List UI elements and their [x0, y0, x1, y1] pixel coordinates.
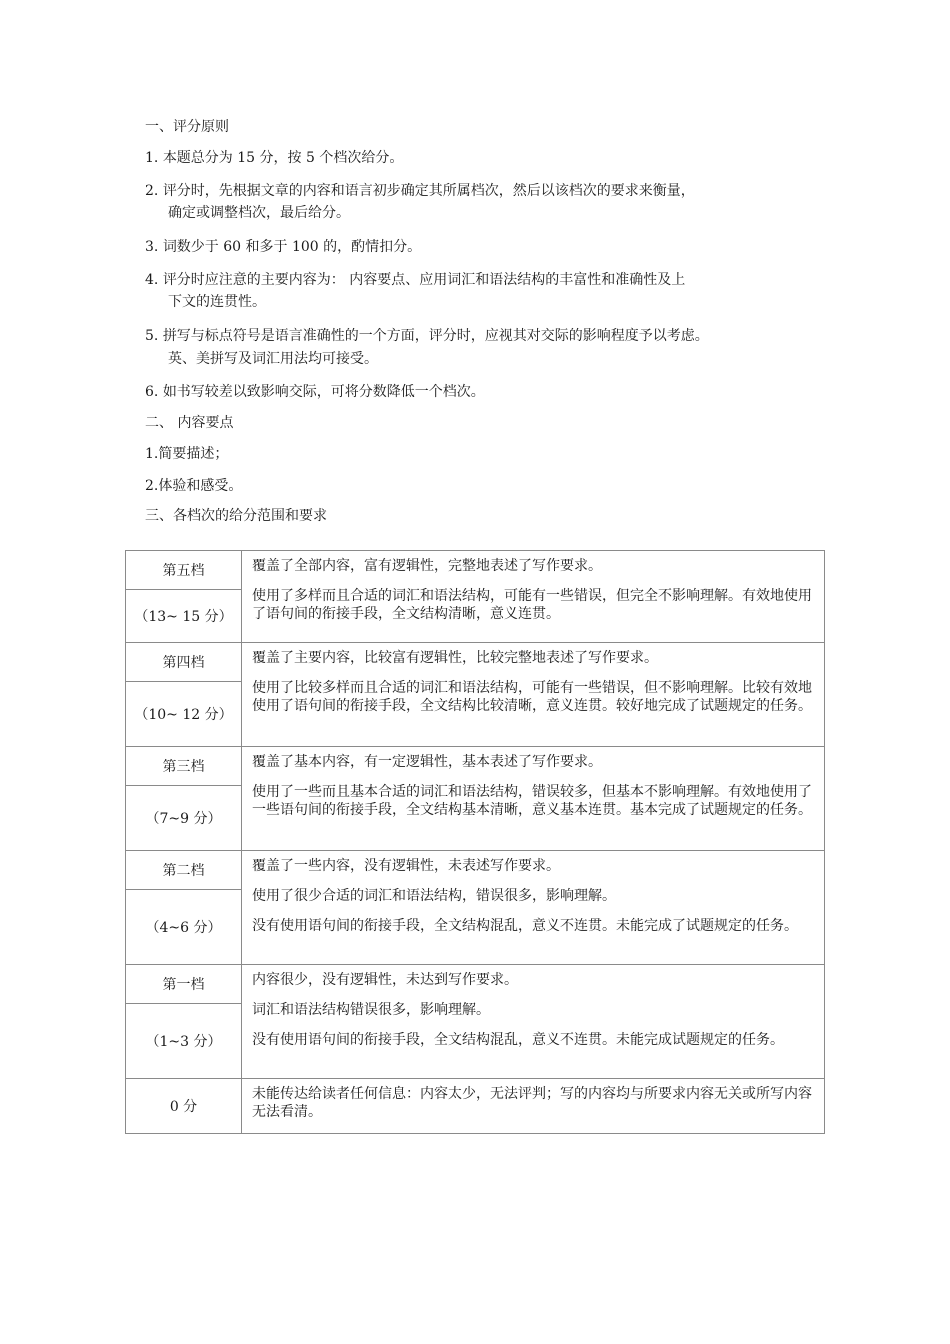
description-paragraph: 未能传达给读者任何信息：内容太少，无法评判；写的内容均与所要求内容无关或所写内容无法看清。: [252, 1086, 812, 1120]
level-score: （13~ 15 分）: [126, 590, 242, 643]
section-heading-levels: 三、各档次的给分范围和要求: [145, 508, 327, 524]
table-row: [126, 643, 825, 682]
description-paragraph: 使用了一些而且基本合适的词汇和语法结构，错误较多，但基本不影响理解。有效地使用了一些语句间的衔接手段，全文结构基本清晰，意义基本连贯。基本完成了试题规定的任务。: [252, 784, 812, 818]
content-point-1: 1.简要描述；: [145, 446, 229, 462]
principle-6-line-1: 6. 如书写较差以致影响交际，可将分数降低一个档次。: [145, 384, 485, 400]
description-paragraph: 覆盖了全部内容，富有逻辑性，完整地表述了写作要求。: [252, 558, 602, 574]
level-name: 第一档: [126, 965, 242, 1004]
description-paragraph: 覆盖了基本内容，有一定逻辑性，基本表述了写作要求。: [252, 754, 602, 770]
description-paragraph: 使用了多样而且合适的词汇和语法结构，可能有一些错误，但完全不影响理解。有效地使用了语句间的衔接手段，全文结构清晰，意义连贯。: [252, 588, 812, 622]
description-paragraph: 没有使用语句间的衔接手段，全文结构混乱，意义不连贯。未能完成试题规定的任务。: [252, 1032, 784, 1048]
content-point-2: 2.体验和感受。: [145, 478, 243, 494]
section-heading-content: 二、 内容要点: [145, 415, 234, 431]
level-score: （4~6 分）: [126, 890, 242, 965]
principle-5-line-1: 5. 拼写与标点符号是语言准确性的一个方面，评分时，应视其对交际的影响程度予以考虑。: [145, 328, 709, 344]
description-paragraph: 使用了很少合适的词汇和语法结构，错误很多，影响理解。: [252, 888, 616, 904]
level-description: [242, 643, 825, 747]
description-paragraph: 覆盖了一些内容，没有逻辑性，未表述写作要求。: [252, 858, 560, 874]
principle-3-line-1: 3. 词数少于 60 和多于 100 的，酌情扣分。: [145, 239, 422, 255]
level-score: （1~3 分）: [126, 1004, 242, 1079]
level-description: [242, 747, 825, 851]
level-description: [242, 851, 825, 965]
principle-1-line-1: 1. 本题总分为 15 分，按 5 个档次给分。: [145, 150, 404, 166]
table-row: [126, 747, 825, 786]
level-name: 第二档: [126, 851, 242, 890]
level-score: （10~ 12 分）: [126, 682, 242, 747]
principle-2-line-2: 确定或调整档次，最后给分。: [168, 205, 350, 221]
principle-2-line-1: 2. 评分时，先根据文章的内容和语言初步确定其所属档次，然后以该档次的要求来衡量，: [145, 183, 695, 199]
rubric-table: [125, 550, 825, 1134]
table-row: [126, 551, 825, 590]
level-description: [242, 551, 825, 643]
description-paragraph: 词汇和语法结构错误很多，影响理解。: [252, 1002, 490, 1018]
table-row: [126, 1079, 825, 1134]
principle-5-line-2: 英、美拼写及词汇用法均可接受。: [168, 351, 378, 367]
section-heading-principles: 一、评分原则: [145, 119, 229, 135]
level-description: [242, 1079, 825, 1134]
level-description: [242, 965, 825, 1079]
description-paragraph: 使用了比较多样而且合适的词汇和语法结构，可能有一些错误，但不影响理解。比较有效地使用了语句间的衔接手段，全文结构比较清晰，意义连贯。较好地完成了试题规定的任务。: [252, 680, 812, 714]
description-paragraph: 内容很少，没有逻辑性，未达到写作要求。: [252, 972, 518, 988]
table-row: [126, 851, 825, 890]
level-name: 0 分: [126, 1079, 242, 1134]
level-name: 第五档: [126, 551, 242, 590]
description-paragraph: 没有使用语句间的衔接手段，全文结构混乱，意义不连贯。未能完成了试题规定的任务。: [252, 918, 798, 934]
description-paragraph: 覆盖了主要内容，比较富有逻辑性，比较完整地表述了写作要求。: [252, 650, 658, 666]
principle-4-line-2: 下文的连贯性。: [168, 294, 266, 310]
level-name: 第三档: [126, 747, 242, 786]
level-name: 第四档: [126, 643, 242, 682]
table-row: [126, 965, 825, 1004]
level-score: （7~9 分）: [126, 786, 242, 851]
principle-4-line-1: 4. 评分时应注意的主要内容为： 内容要点、应用词汇和语法结构的丰富性和准确性及上: [145, 272, 686, 288]
